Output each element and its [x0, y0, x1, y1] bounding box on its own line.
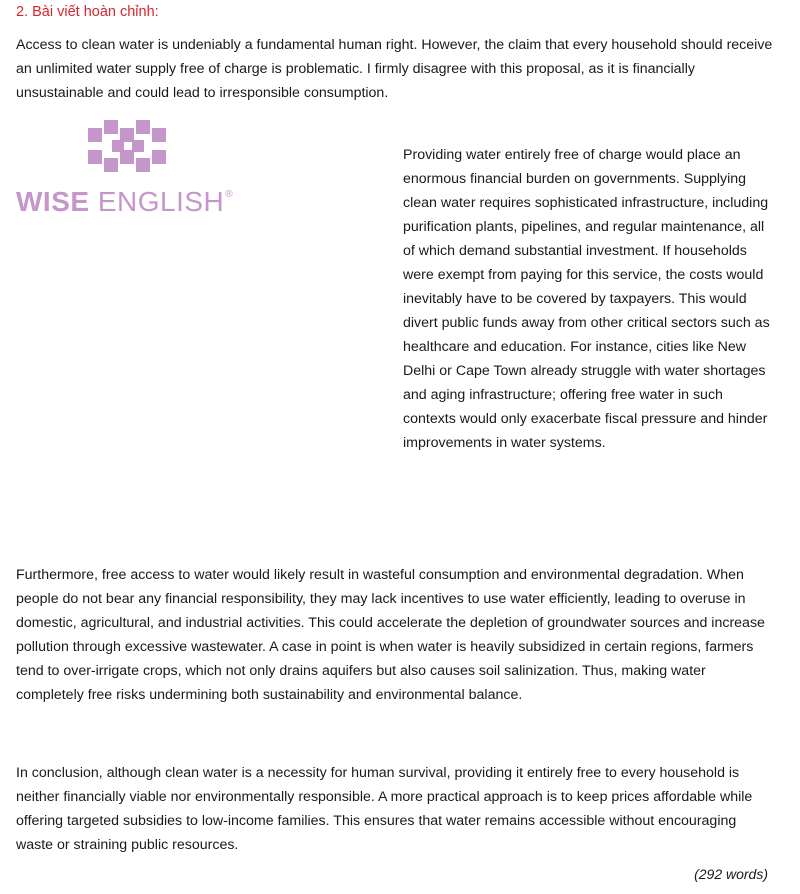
logo-registered-mark: ®	[225, 189, 234, 200]
body-paragraph-2: Furthermore, free access to water would likely result in wasteful consumption and environmental degradation. When people do not bear any financial responsibility, they may lack incentives to use water efficiently, leading to overuse in domestic, agricultural, and industrial activities. This could accelerate the depletion of groundwater sources and increase pollution through excessive wastewater. A case in point is when water is heavily subsidized in certain regions, farmers tend to over-irrigate crops, which not only drains aquifers but also causes soil salinization. Thus, making water completely free risks undermining both sustainability and environmental balance.	[16, 567, 765, 703]
logo-wordmark	[16, 186, 233, 218]
logo-text-regular: ENGLISH	[97, 186, 225, 217]
logo-mark-icon	[86, 120, 172, 172]
wise-english-logo	[16, 120, 266, 220]
logo-text-bold: WISE	[16, 186, 90, 217]
body-paragraph-1: Providing water entirely free of charge would place an enormous financial burden on governments. Supplying clean water requires sophisticated infrastructure, including purification plants, pipelines, and regular maintenance, all of which demand substantial investment. If households were exempt from paying for this service, the costs would inevitably have to be covered by taxpayers. This would divert public funds away from other critical sectors such as healthcare and education. For instance, cities like New Delhi or Cape Town already struggle with water shortages and aging infrastructure; offering free water in such contexts would only exacerbate fiscal pressure and hinder improvements in water systems.	[403, 147, 770, 451]
section-heading: 2. Bài viết hoàn chỉnh:	[16, 4, 159, 20]
word-count: (292 words)	[694, 866, 768, 882]
conclusion-paragraph: In conclusion, although clean water is a necessity for human survival, providing it entirely free to every household is neither financially viable nor environmentally responsible. A more practical approach is to keep prices affordable while offering targeted subsidies to low-income families. This ensures that water remains accessible without encouraging waste or straining public resources.	[16, 765, 753, 853]
intro-paragraph: Access to clean water is undeniably a fundamental human right. However, the claim that every household should receive an unlimited water supply free of charge is problematic. I firmly disagree with this proposal, as it is financially unsustainable and could lead to irresponsible consumption.	[16, 37, 773, 101]
